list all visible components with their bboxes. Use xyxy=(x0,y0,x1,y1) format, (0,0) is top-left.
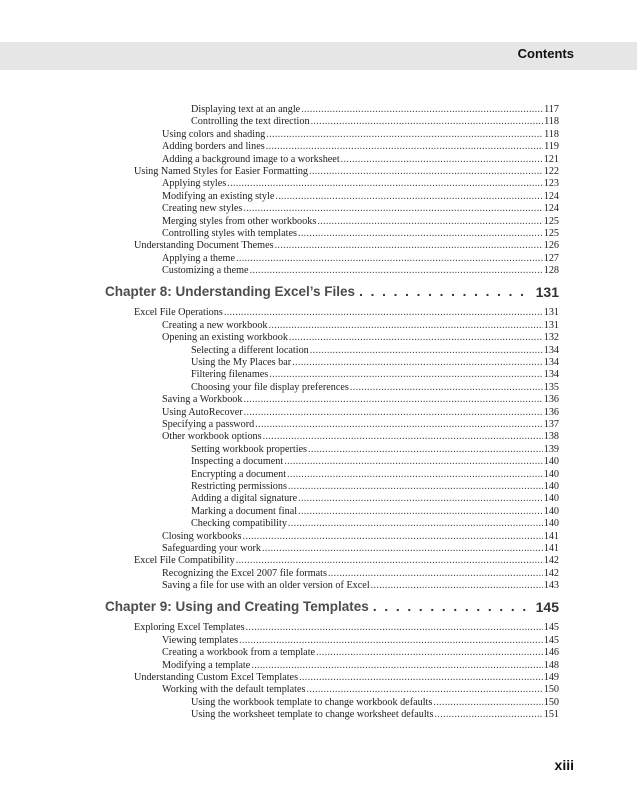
toc-entry xyxy=(0,265,637,277)
dot-leader xyxy=(275,191,542,203)
toc-entry-page: 141 xyxy=(543,542,559,554)
dot-leader xyxy=(298,228,543,240)
toc-entry-page: 121 xyxy=(543,153,559,165)
dot-leader xyxy=(316,647,543,659)
dot-leader xyxy=(328,568,543,580)
toc-entry-page: 134 xyxy=(543,369,559,381)
toc-entry-title: Setting workbook properties xyxy=(191,443,308,455)
toc-entry xyxy=(0,203,637,215)
toc-entry-title: Controlling the text direction xyxy=(191,116,310,128)
toc-entry-page: 137 xyxy=(543,418,559,430)
toc-entry-page: 135 xyxy=(543,381,559,393)
toc-entry xyxy=(0,555,637,567)
toc-entry-page: 136 xyxy=(543,406,559,418)
toc-entry-page: 150 xyxy=(543,696,559,708)
dot-leader xyxy=(287,469,543,481)
toc-entry-title: Using the workbook template to change workbook defaults xyxy=(191,696,433,708)
toc-entry-title: Working with the default templates xyxy=(162,684,306,696)
toc-entry-title: Choosing your file display preferences xyxy=(191,381,349,393)
toc-entry-title: Controlling styles with templates xyxy=(162,227,297,239)
toc-entry xyxy=(0,709,637,721)
toc-entry-page: 140 xyxy=(543,480,559,492)
toc-entry-title: Modifying an existing style xyxy=(162,190,275,202)
dot-leader xyxy=(371,580,543,592)
toc-entry xyxy=(0,506,637,518)
dot-leader xyxy=(239,635,543,647)
toc-entry xyxy=(0,228,637,240)
toc-entry-title: Marking a document final xyxy=(191,505,298,517)
toc-entry-page: 140 xyxy=(543,468,559,480)
toc-entry xyxy=(0,431,637,443)
toc-entry xyxy=(0,531,637,543)
toc-entry-title: Encrypting a document xyxy=(191,468,287,480)
toc-entry xyxy=(0,307,637,319)
toc-entry xyxy=(0,635,637,647)
toc-entry-page: 122 xyxy=(543,165,559,177)
dot-leader xyxy=(244,407,543,419)
dot-leader xyxy=(301,104,543,116)
toc-entry xyxy=(0,493,637,505)
dot-leader xyxy=(310,345,543,357)
toc-entry-page: 140 xyxy=(543,505,559,517)
toc-entry-title: Using the worksheet template to change worksheet defaults xyxy=(191,709,434,721)
dot-leader xyxy=(298,506,543,518)
toc-entry xyxy=(0,369,637,381)
chapter-title: Chapter 8: Understanding Excel’s Files xyxy=(105,284,356,300)
toc-entry-page: 126 xyxy=(543,240,559,252)
toc-entry-page: 139 xyxy=(543,443,559,455)
dot-leader xyxy=(309,166,543,178)
chapter-heading xyxy=(0,592,637,622)
toc-entry-title: Saving a Workbook xyxy=(162,394,243,406)
dot-leader xyxy=(288,481,543,493)
dot-leader xyxy=(243,203,542,215)
toc-entry xyxy=(0,407,637,419)
toc-entry-page: 142 xyxy=(543,567,559,579)
toc-entry-page: 131 xyxy=(543,319,559,331)
toc-entry-page: 142 xyxy=(543,555,559,567)
toc-entry-title: Creating a new workbook xyxy=(162,319,268,331)
toc-entry-title: Creating a workbook from a template xyxy=(162,647,316,659)
toc-entry xyxy=(0,580,637,592)
chapter-page-number: 145 xyxy=(535,599,559,616)
toc-entry-page: 131 xyxy=(543,307,559,319)
toc-entry xyxy=(0,394,637,406)
dot-leader xyxy=(341,154,543,166)
dot-leader xyxy=(269,369,542,381)
toc-entry xyxy=(0,672,637,684)
toc-entry-title: Using the My Places bar xyxy=(191,357,292,369)
toc-entry-page: 127 xyxy=(543,252,559,264)
dot-leader xyxy=(308,444,543,456)
dot-leader xyxy=(373,592,532,622)
toc-entry-page: 148 xyxy=(543,659,559,671)
toc-entry-title: Safeguarding your work xyxy=(162,542,262,554)
toc-entry xyxy=(0,660,637,672)
dot-leader xyxy=(433,697,542,709)
toc-entry-page: 119 xyxy=(544,141,559,153)
toc-entry-page: 134 xyxy=(543,344,559,356)
toc-entry-title: Exploring Excel Templates xyxy=(134,622,245,634)
dot-leader xyxy=(275,240,543,252)
chapter-page-number: 131 xyxy=(535,284,559,301)
dot-leader xyxy=(224,307,543,319)
toc-entry xyxy=(0,216,637,228)
toc-entry-title: Restricting permissions xyxy=(191,480,287,492)
toc-entry xyxy=(0,253,637,265)
toc-entry-title: Saving a file for use with an older version of Excel xyxy=(162,580,370,592)
toc-entry xyxy=(0,116,637,128)
toc-entry-page: 134 xyxy=(543,357,559,369)
toc-entry-page: 151 xyxy=(543,709,559,721)
dot-leader xyxy=(284,456,542,468)
toc-entry xyxy=(0,178,637,190)
dot-leader xyxy=(246,622,543,634)
toc-entry-page: 125 xyxy=(543,227,559,239)
toc-entry xyxy=(0,684,637,696)
toc-entry xyxy=(0,191,637,203)
toc-entry-title: Using colors and shading xyxy=(162,128,266,140)
dot-leader xyxy=(243,531,543,543)
dot-leader xyxy=(298,493,543,505)
toc-entry-title: Merging styles from other workbooks xyxy=(162,215,317,227)
dot-leader xyxy=(288,518,543,530)
chapter-title: Chapter 9: Using and Creating Templates xyxy=(105,599,369,615)
dot-leader xyxy=(299,672,543,684)
toc-entry xyxy=(0,697,637,709)
toc-entry-page: 140 xyxy=(543,493,559,505)
toc-entry xyxy=(0,332,637,344)
toc-entry-page: 128 xyxy=(543,265,559,277)
dot-leader xyxy=(311,116,544,128)
toc-entry xyxy=(0,481,637,493)
toc-entry xyxy=(0,240,637,252)
toc-entry-title: Displaying text at an angle xyxy=(191,104,301,115)
dot-leader xyxy=(243,394,542,406)
dot-leader xyxy=(251,660,542,672)
toc-entry-title: Applying styles xyxy=(162,178,227,190)
toc-entry-page: 149 xyxy=(543,672,559,684)
toc-entry-page: 118 xyxy=(544,116,559,128)
toc-entry xyxy=(0,104,637,116)
toc-entry-title: Adding a background image to a worksheet xyxy=(162,153,340,165)
dot-leader xyxy=(350,382,543,394)
running-header xyxy=(0,42,637,70)
toc-entry-page: 136 xyxy=(543,394,559,406)
toc-entry xyxy=(0,357,637,369)
table-of-contents xyxy=(0,104,637,722)
toc-entry xyxy=(0,568,637,580)
running-header-title: Contents xyxy=(517,46,574,61)
toc-entry xyxy=(0,647,637,659)
toc-entry-page: 118 xyxy=(544,128,559,140)
toc-entry-page: 124 xyxy=(543,203,559,215)
toc-entry-title: Adding borders and lines xyxy=(162,141,265,153)
toc-entry xyxy=(0,622,637,634)
dot-leader xyxy=(227,178,542,190)
toc-entry xyxy=(0,543,637,555)
toc-entry-page: 146 xyxy=(543,647,559,659)
dot-leader xyxy=(255,419,542,431)
toc-entry-title: Inspecting a document xyxy=(191,456,284,468)
toc-entry-page: 138 xyxy=(543,431,559,443)
toc-entry-title: Viewing templates xyxy=(162,634,239,646)
dot-leader xyxy=(306,684,542,696)
toc-entry-title: Customizing a theme xyxy=(162,265,249,277)
dot-leader xyxy=(262,543,543,555)
toc-entry xyxy=(0,382,637,394)
toc-entry-title: Other workbook options xyxy=(162,431,262,443)
toc-entry-title: Using AutoRecover xyxy=(162,406,243,418)
toc-entry-title: Closing workbooks xyxy=(162,530,242,542)
toc-entry-title: Selecting a different location xyxy=(191,344,309,356)
toc-entry-page: 145 xyxy=(543,622,559,634)
toc-entry-page: 123 xyxy=(543,178,559,190)
toc-entry-title: Filtering filenames xyxy=(191,369,269,381)
toc-entry xyxy=(0,456,637,468)
toc-entry-page: 141 xyxy=(543,530,559,542)
dot-leader xyxy=(269,320,543,332)
toc-entry-title: Understanding Custom Excel Templates xyxy=(134,672,299,684)
toc-entry-page: 145 xyxy=(543,634,559,646)
toc-entry xyxy=(0,166,637,178)
dot-leader xyxy=(289,332,543,344)
toc-entry-title: Opening an existing workbook xyxy=(162,332,288,344)
toc-entry-title: Specifying a password xyxy=(162,418,255,430)
dot-leader xyxy=(236,555,543,567)
dot-leader xyxy=(263,431,543,443)
dot-leader xyxy=(359,277,532,307)
toc-entry-page: 150 xyxy=(543,684,559,696)
toc-entry-page: 124 xyxy=(543,190,559,202)
dot-leader xyxy=(317,216,542,228)
toc-entry-page: 117 xyxy=(544,104,559,115)
toc-entry-title: Modifying a template xyxy=(162,659,251,671)
toc-entry-page: 140 xyxy=(543,518,559,530)
dot-leader xyxy=(292,357,543,369)
toc-entry xyxy=(0,419,637,431)
toc-entry-title: Adding a digital signature xyxy=(191,493,298,505)
toc-entry xyxy=(0,469,637,481)
toc-entry-title: Checking compatibility xyxy=(191,518,287,530)
toc-entry-title: Applying a theme xyxy=(162,252,235,264)
toc-entry-title: Excel File Operations xyxy=(134,307,223,319)
toc-entry-page: 132 xyxy=(543,332,559,344)
toc-entry xyxy=(0,141,637,153)
toc-entry-page: 140 xyxy=(543,456,559,468)
chapter-heading xyxy=(0,277,637,307)
dot-leader xyxy=(236,253,543,265)
dot-leader xyxy=(266,129,543,141)
dot-leader xyxy=(250,265,543,277)
toc-entry-page: 125 xyxy=(543,215,559,227)
page-number: xiii xyxy=(554,757,574,773)
toc-entry xyxy=(0,129,637,141)
toc-entry-title: Using Named Styles for Easier Formatting xyxy=(134,165,309,177)
dot-leader xyxy=(434,709,542,721)
toc-entry xyxy=(0,444,637,456)
dot-leader xyxy=(266,141,543,153)
toc-entry-title: Excel File Compatibility xyxy=(134,555,235,567)
toc-entry-title: Creating new styles xyxy=(162,203,243,215)
toc-entry-page: 143 xyxy=(543,580,559,592)
toc-entry-title: Recognizing the Excel 2007 file formats xyxy=(162,567,327,579)
toc-entry xyxy=(0,154,637,166)
toc-entry xyxy=(0,518,637,530)
toc-entry-title: Understanding Document Themes xyxy=(134,240,274,252)
toc-entry xyxy=(0,320,637,332)
toc-entry xyxy=(0,345,637,357)
